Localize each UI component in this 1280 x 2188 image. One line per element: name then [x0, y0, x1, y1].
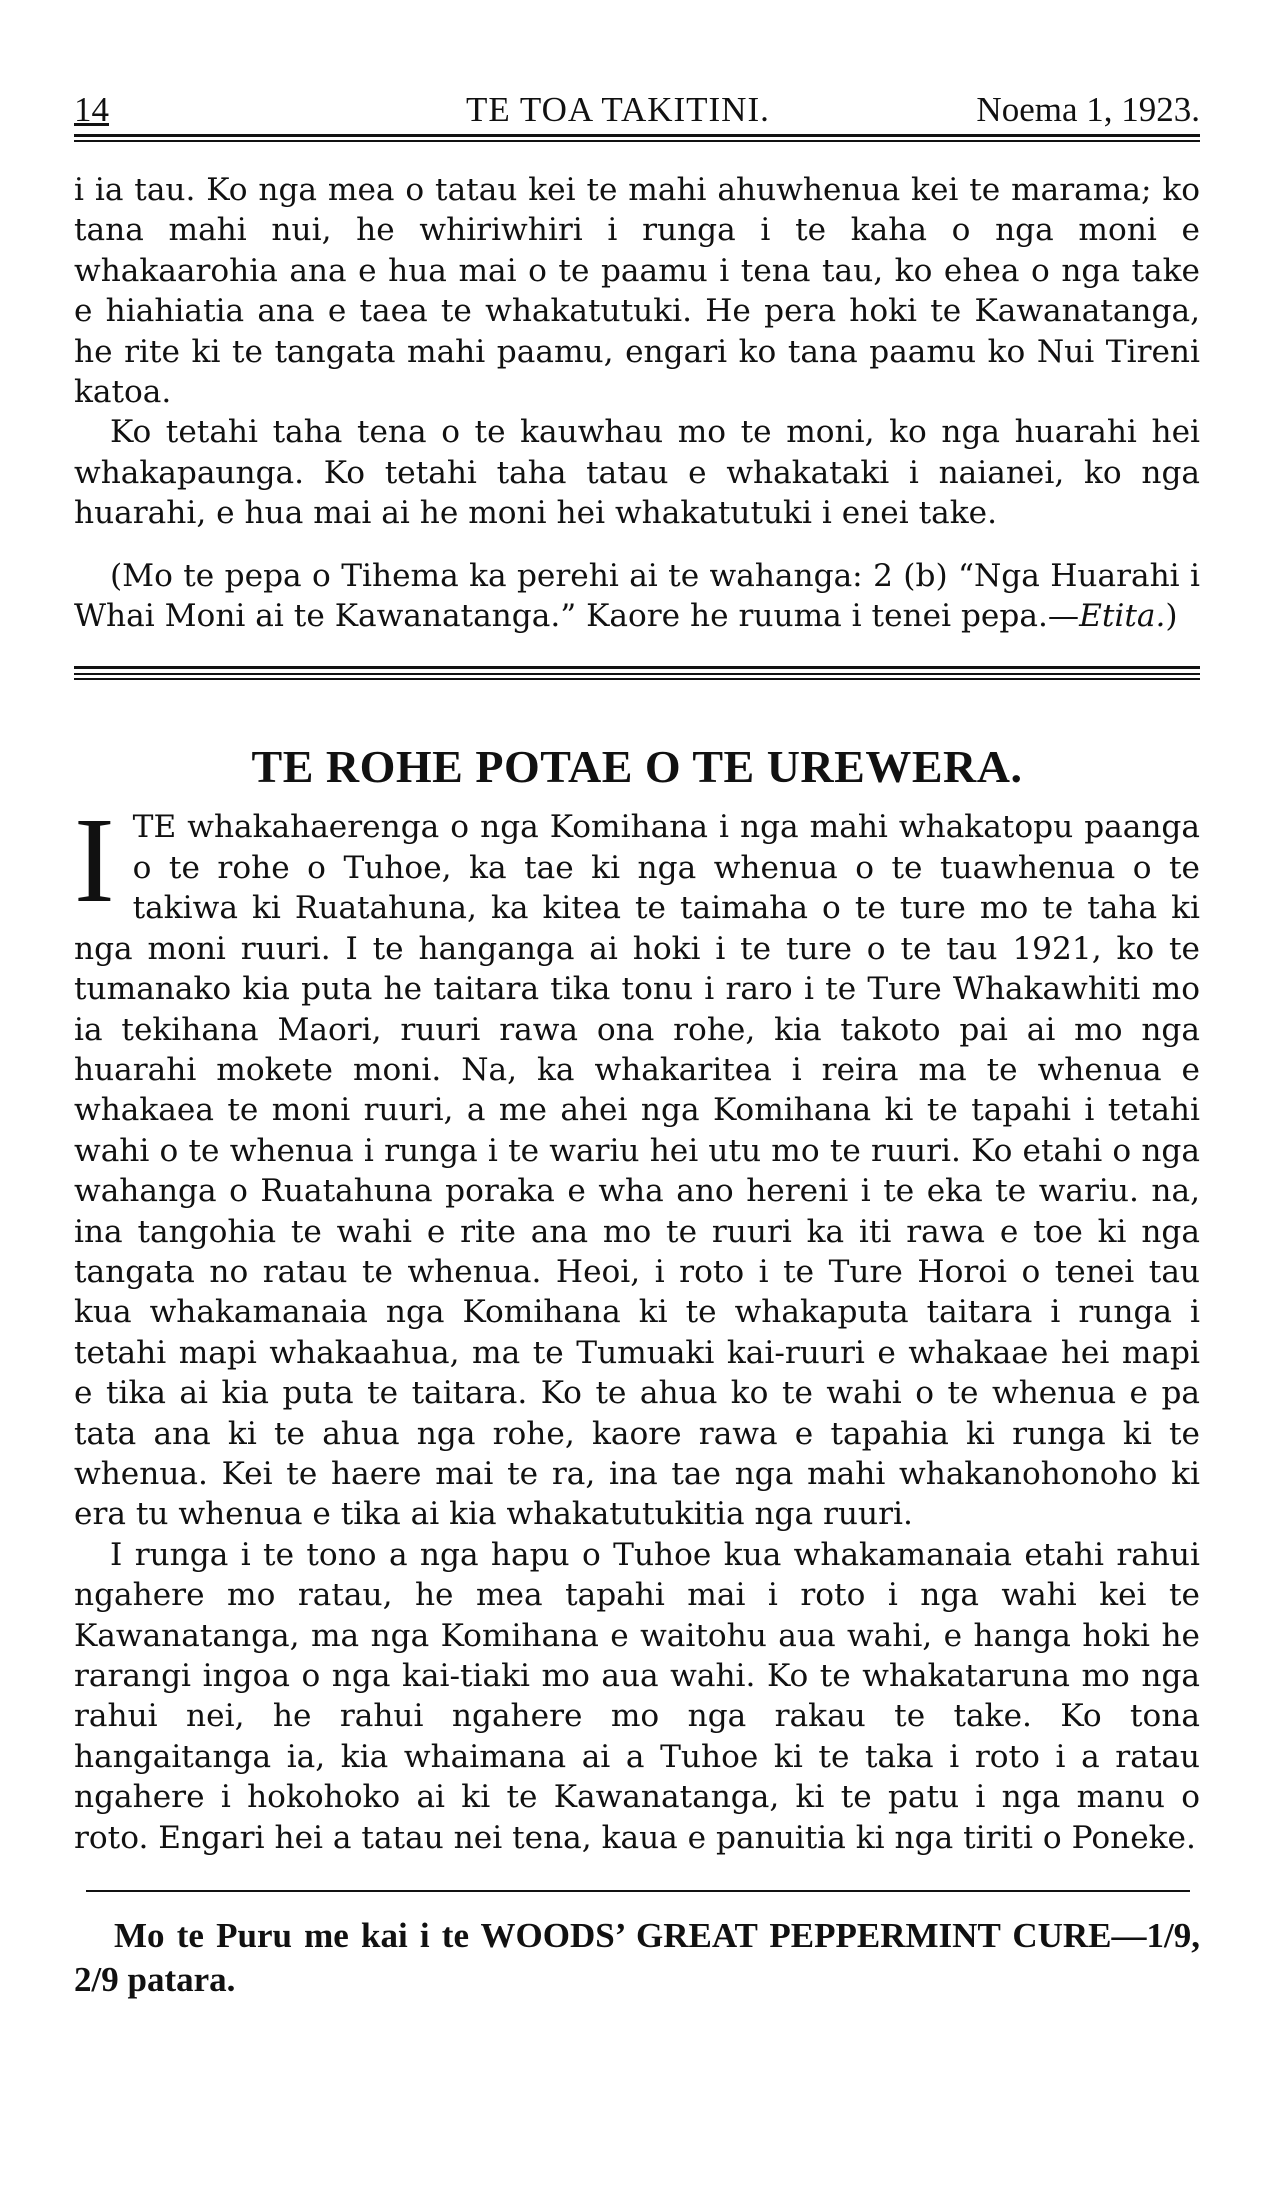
header-rule-thin: [74, 140, 1200, 142]
continued-article: [74, 170, 1200, 636]
newspaper-page: [74, 78, 1200, 2002]
continued-paragraph-2: Ko tetahi taha tena o te kauwhau mo te moni, ko nga huarahi hei whakapaunga. Ko tetahi taha tatau e whakataki i naianei, ko nga huarahi, e hua mai ai he moni hei whakatutuki i enei take.: [74, 414, 1200, 532]
divider-line-2: [74, 673, 1200, 675]
divider-line-3: [74, 678, 1200, 680]
article-title: TE ROHE POTAE O TE UREWERA.: [251, 741, 1023, 793]
divider-line-1: [74, 666, 1200, 669]
advertisement: Mo te Puru me kai i te WOODS’ GREAT PEPPERMINT CURE—1/9, 2/9 patara.: [74, 1916, 1200, 2000]
continued-paragraph-1: i ia tau. Ko nga mea o tatau kei te mahi ahuwhenua kei te marama; ko tana mahi nui, he whiriwhiri i runga i te kaha o nga moni e whakaarohia ana e hua mai o te paamu i tena tau, ko ehea o nga take e hiahiatia ana e taea te whakatutuki. He pera hoki te Kawanatanga, he rite ki te tangata mahi paamu, engari ko tana paamu ko Nui Tireni katoa.: [74, 172, 1200, 411]
drop-cap: I: [74, 793, 115, 929]
article-paragraph-2: I runga i te tono a nga hapu o Tuhoe kua whakamanaia etahi rahui ngahere mo ratau, he mea tapahi mai i roto i nga wahi kei te Kawanatanga, ma nga Komihana e waitohu aua wahi, e hanga hoki he rarangi ingoa o nga kai-tiaki mo aua wahi. Ko te whakataruna mo nga rahui nei, he rahui ngahere mo nga rakau te take. Ko tona hangaitanga ia, kia whaimana ai a Tuhoe ki te taka i roto i a ratau ngahere i hokohoko ai ki te Kawanatanga, ki te patu i nga manu o roto. Engari hei a tatau nei tena, kaua e panuitia ki nga tiriti o Poneke.: [74, 1536, 1200, 1856]
article-paragraph-1-text: TE whakahaerenga o nga Komihana i nga mahi whakatopu paanga o te rohe o Tuhoe, ka tae ki nga whenua o te tuawhenua o te takiwa ki Ruatahuna, ka kitea te taimaha o te ture mo te taha ki nga moni ruuri. I te hanganga ai hoki i te ture o te tau 1921, ko te tumanako kia puta he taitara tika tonu i raro i te Ture Whakawhiti mo ia tekihana Maori, ruuri rawa ona rohe, kia takoto pai ai mo nga huarahi mokete moni. Na, ka whakaritea i reira ma te whenua e whakaea te moni ruuri, a me ahei nga Komihana ki te tapahi i tetahi wahi o te whenua i runga i te wariu hei utu mo te ruuri. Ko etahi o nga wahanga o Ruatahuna poraka e wha ano hereni i te eka te wariu. na, ina tangohia te wahi e rite ana mo te ruuri ka iti rawa e toe ki nga tangata no ratau te whenua. Heoi, i roto i te Ture Horoi o tenei tau kua whakamanaia nga Komihana ki te whakaputa taitara i runga i tetahi mapi whakaahua, ma te Tumuaki kai-ruuri e whakaae hei mapi e tika ai kia puta te taitara. Ko te ahua ko te wahi o te whenua e pa tata ana ki te ahua nga rohe, kaore rawa e tapahia ki runga ki te whenua. Kei te haere mai te ra, ina tae nga mahi whakanohonoho ki era tu whenua e tika ai kia whakatutukitia nga ruuri.: [74, 809, 1200, 1533]
page-header: [74, 78, 1200, 134]
editor-signature: Etita.: [1079, 598, 1166, 635]
running-title: TE TOA TAKITINI.: [466, 90, 770, 129]
header-rule: [74, 134, 1200, 137]
issue-date: Noema 1, 1923.: [976, 90, 1200, 129]
editor-note: [74, 556, 1200, 637]
article-paragraph-1: [74, 793, 1200, 1534]
editor-note-text: (Mo te pepa o Tihema ka perehi ai te wahanga: 2 (b) “Nga Huarahi i Whai Moni ai te Kawanatanga.” Kaore he ruuma i tenei pepa.—: [74, 557, 1200, 635]
page-number: 14: [74, 90, 109, 129]
section-divider: [74, 666, 1200, 680]
editor-note-close: ): [1165, 598, 1178, 635]
advertisement-divider: [86, 1890, 1190, 1892]
article-body: [74, 793, 1200, 1858]
